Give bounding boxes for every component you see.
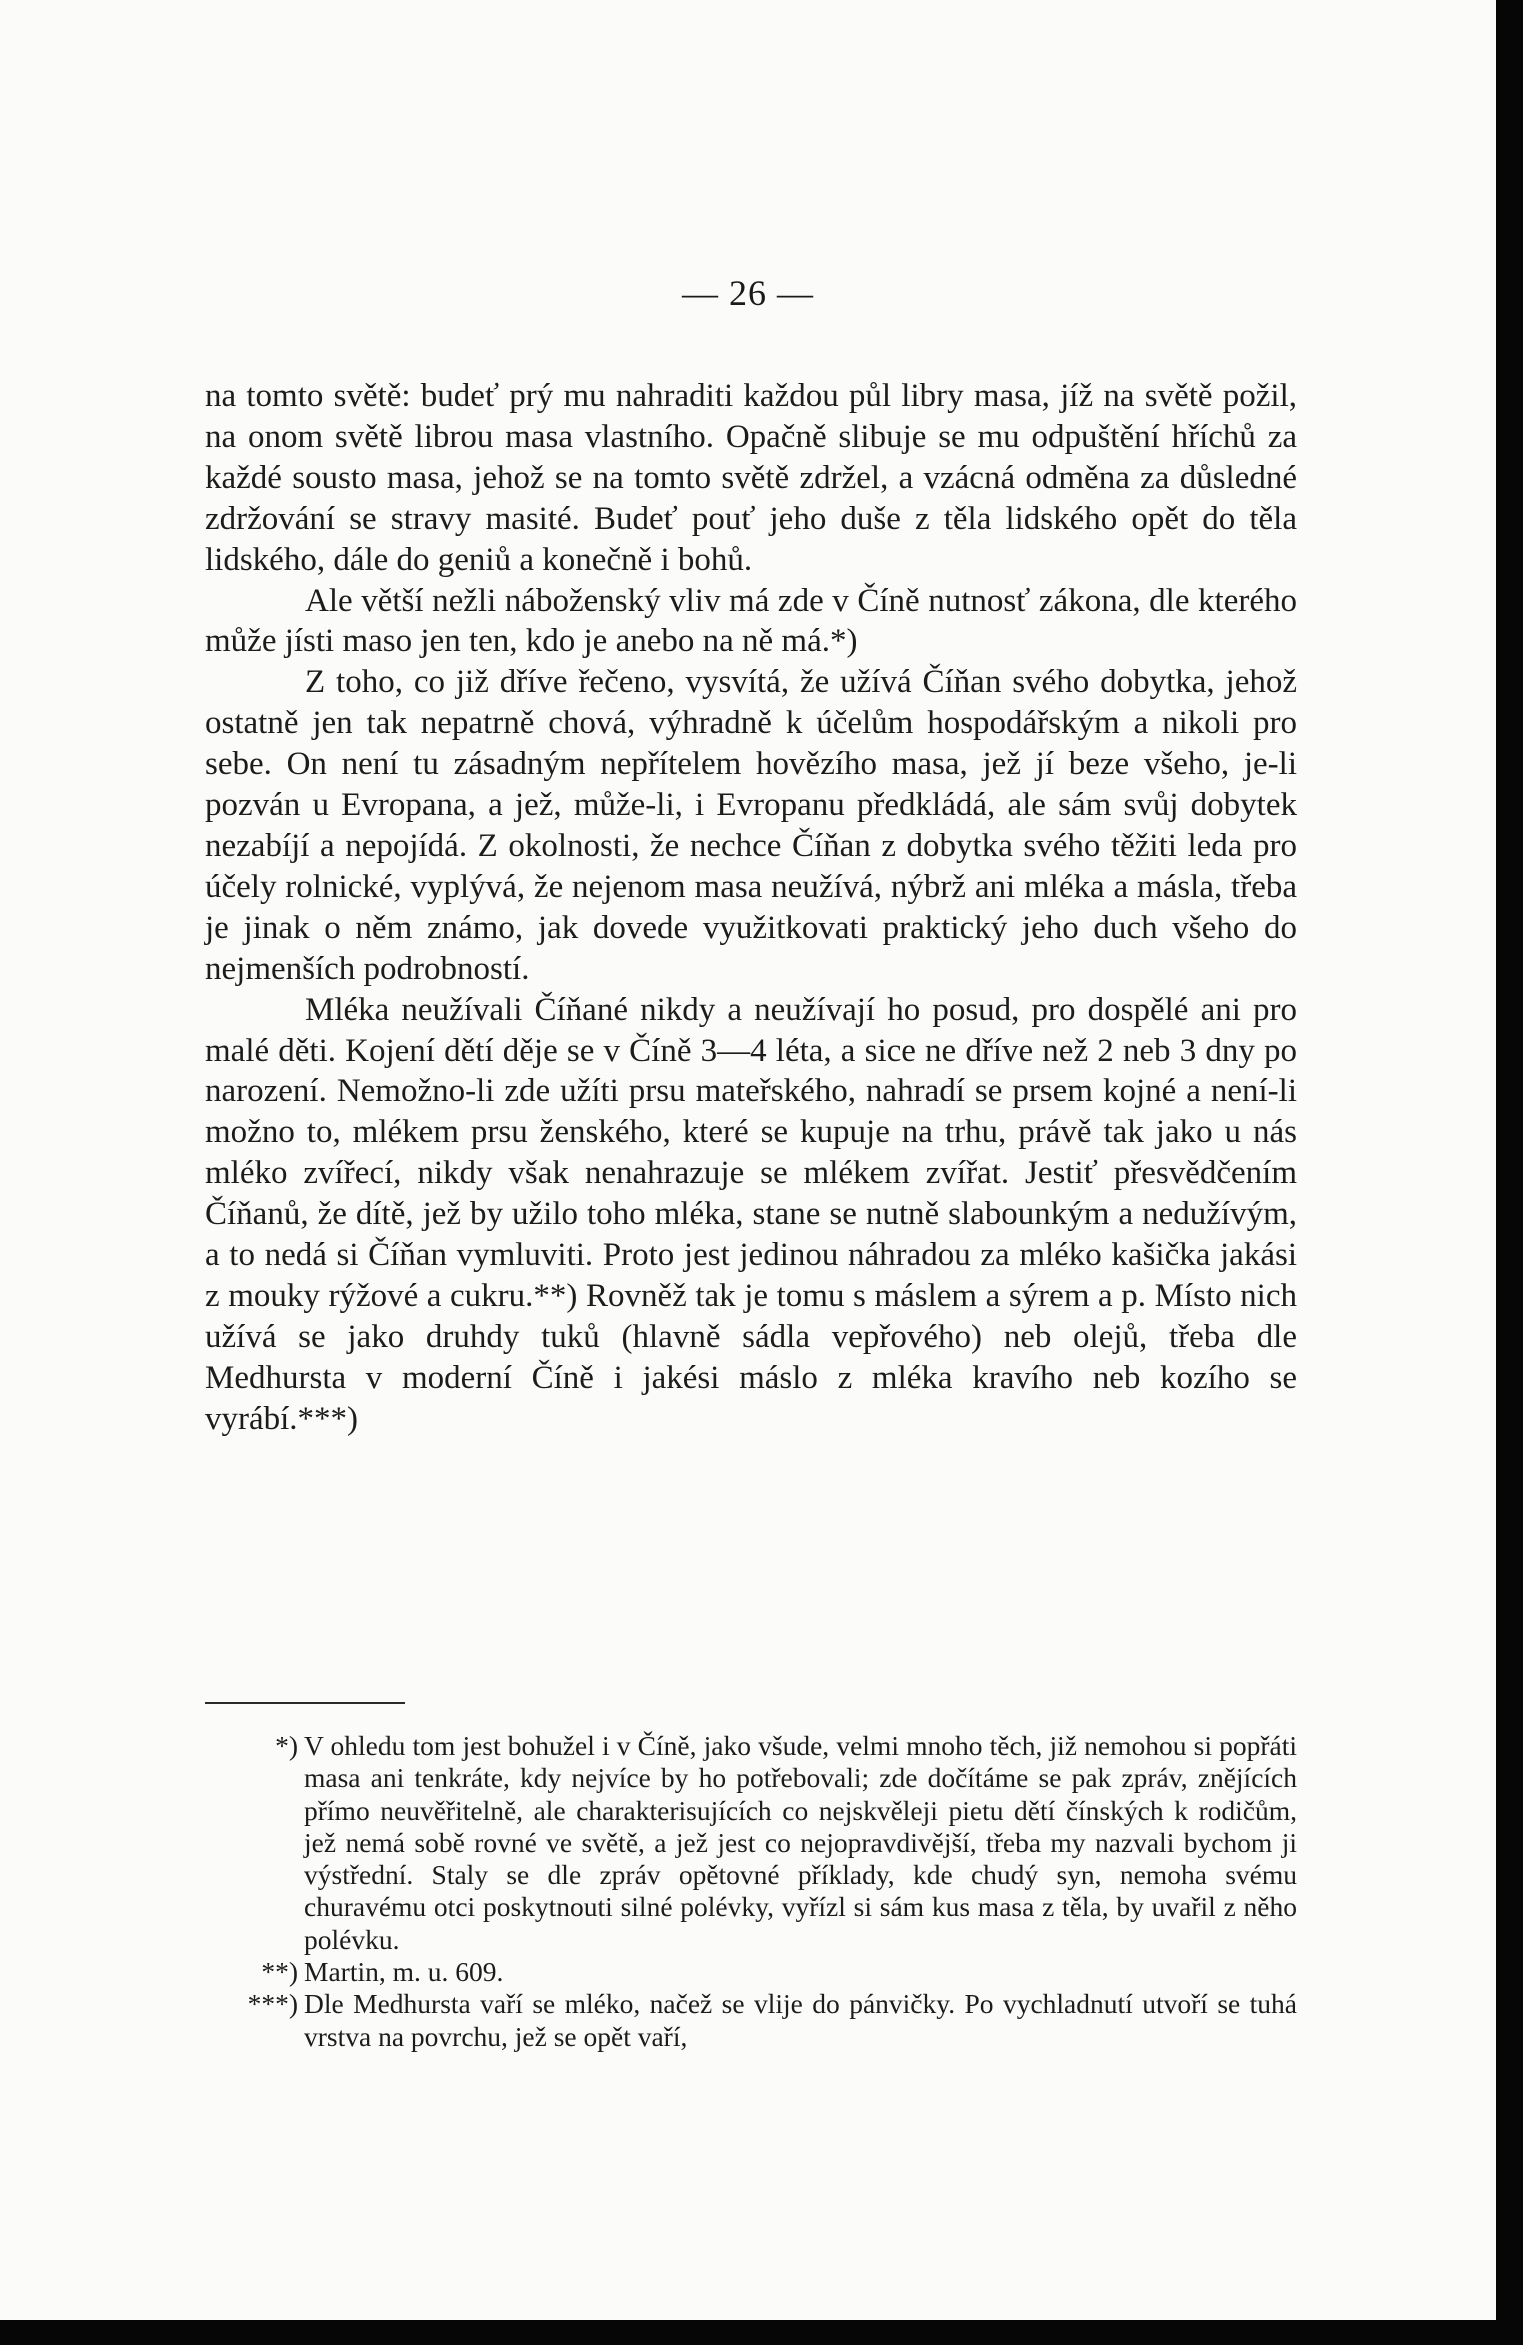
scan-border-bottom [0,2320,1523,2345]
footnotes [232,1730,1297,2053]
scan-border-right [1496,0,1523,2345]
footnote-2 [232,1956,1297,1988]
footnote-mark: ***) [247,1988,298,2020]
footnote-text: V ohledu tom jest bohužel i v Číně, jako všude, velmi mnoho těch, již nemohou si popřáti masa ani tenkráte, kdy nejvíce by ho potřebovali; zde dočítáme se pak zpráv, znějících přímo neuvěřitelně, ale charakterisujících co nejskvěleji pietu dětí čínských k rodičům, jež nemá sobě rovné ve světě, a jež jest co nejopravdivější, třeba my nazvali bychom ji výstřední. Staly se dle zpráv opětovné příklady, kde chudý syn, nemoha svému churavému otci poskytnouti silné polévky, vyřízl si sám kus masa z těla, by uvařil z něho polévku. [304,1730,1297,1955]
footnote-text: Dle Medhursta vaří se mléko, načež se vlije do pánvičky. Po vychladnutí utvoří se tuhá vrstva na povrchu, jež se opět vaří, [304,1988,1297,2052]
paragraph-2: Ale větší nežli náboženský vliv má zde v Číně nutnosť zákona, dle kterého může jísti maso jen ten, kdo je anebo na ně má.*) [205,582,1297,660]
footnote-text: Martin, m. u. 609. [304,1956,504,1988]
paragraph-3: Z toho, co již dříve řečeno, vysvítá, že užívá Číňan svého dobytka, jehož ostatně jen tak nepatrně chová, výhradně k účelům hospodářským a nikoli pro sebe. On není tu zásadným nepřítelem hovězího masa, jež jí beze všeho, je-li pozván u Evropana, a jež, může-li, i Evropanu předkládá, ale sám svůj dobytek nezabíjí a nepojídá. Z okolnosti, že nechce Číňan z dobytka svého těžiti leda pro účely rolnické, vyplývá, že nejenom masa neužívá, nýbrž ani mléka a másla, třeba je jinak o něm známo, jak dovede využitkovati praktický jeho duch všeho do nejmenších podrobností. [205,664,1297,987]
paragraph-1: na tomto světě: budeť prý mu nahraditi každou půl libry masa, jíž na světě požil, na onom světě librou masa vlastního. Opačně slibuje se mu odpuštění hříchů za každé sousto masa, jehož se na tomto světě zdržel, a vzácná odměna za důsledné zdržování se stravy masité. Budeť pouť jeho duše z těla lidského opět do těla lidského, dále do geniů a konečně i bohů. [205,378,1297,578]
footnote-1 [232,1730,1297,1956]
footnote-mark: **) [261,1956,298,1988]
paragraph-4: Mléka neužívali Číňané nikdy a neužívají ho posud, pro dospělé ani pro malé děti. Kojení dětí děje se v Číně 3—4 léta, a sice ne dříve než 2 neb 3 dny po narození. Nemožno-li zde užíti prsu mateřského, nahradí se prsem kojné a není-li možno to, mlékem prsu ženského, které se kupuje na trhu, právě tak jako u nás mléko zvířecí, nikdy však nenahrazuje se mlékem zvířat. Jestiť přesvědčením Číňanů, že dítě, jež by užilo toho mléka, stane se nutně slabounkým a nedužívým, a to nedá si Číňan vymluviti. Proto jest jedinou náhradou za mléko kašička jakási z mouky rýžové a cukru.**) Rovněž tak je tomu s máslem a sýrem a p. Místo nich užívá se jako druhdy tuků (hlavně sádla vepřového) neb olejů, třeba dle Medhursta v moderní Číně i jakési máslo z mléka kravího neb kozího se vyrábí.***) [205,991,1297,1437]
footnote-divider [205,1702,405,1704]
footnote-3 [232,1988,1297,2053]
page-number: — 26 — [682,273,814,313]
footnote-mark: *) [275,1730,298,1761]
body-text [205,376,1297,1440]
